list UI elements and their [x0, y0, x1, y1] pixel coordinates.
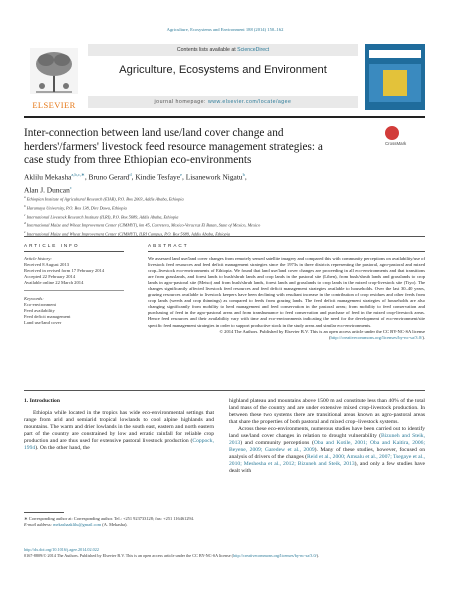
citation-link[interactable]: Bizuneh and Steik, 2013 — [229, 432, 425, 446]
article-info-rule — [24, 251, 124, 252]
contents-line — [88, 44, 358, 56]
body-paragraph — [229, 426, 425, 475]
body-column-right — [229, 398, 425, 474]
author-sup: d — [129, 172, 132, 177]
email-line — [24, 522, 214, 528]
corresponding-author-note: ∗ Corresponding author at: Corresponding author. Tel.: +251 923733128; fax: +251 116461294. — [24, 516, 195, 521]
history-revised: Received in revised form 17 February 2014 — [24, 267, 105, 273]
journal-cover-thumbnail[interactable] — [365, 44, 425, 110]
paragraph-text: ). Many of these studies, however, focused on analysis of drivers of the changes ( — [229, 446, 425, 460]
article-info — [24, 256, 124, 326]
issn-line — [24, 553, 425, 559]
author-list: Aklilu Mekasha$^{a,b,c,∗}$, Bruno Gerard$^d$, Kindie Tesfaye$^e$, Lisanework Nigatu$^b$, Alan J. Duncan$^c$ — [24, 172, 247, 195]
affiliation-sup: b — [24, 203, 26, 208]
contents-prefix: Contents lists available at — [176, 47, 238, 53]
affiliation-sup: e — [24, 230, 26, 235]
paragraph-text: ), and only a few studies have dealt with — [229, 460, 425, 474]
keyword: Feed availability — [24, 307, 55, 313]
elsevier-logo[interactable] — [24, 44, 84, 110]
footer-license-link[interactable]: http://creativecommons.org/licenses/by-nc-sa/3.0/ — [233, 553, 317, 558]
history-accepted: Accepted 22 February 2014 — [24, 273, 76, 279]
keyword: Eco-environment — [24, 301, 56, 307]
publisher-name: ELSEVIER — [32, 100, 76, 110]
homepage-prefix: journal homepage: — [154, 99, 208, 105]
author-name[interactable]: Aklilu Mekasha — [24, 172, 72, 182]
affiliation-text: International Maize and Wheat Improvement Center (CIMMYT), km 45, Carretera, Mexico-Veracruz El Batan, State of Mexico, Mexico — [26, 222, 261, 228]
abstract-rule — [148, 251, 425, 252]
footnote-rule — [24, 512, 64, 513]
issn-suffix: ). — [316, 553, 320, 558]
abstract-heading: ABSTRACT — [148, 243, 189, 248]
body-paragraph: highland plateau and mountains above 1500 m asl constitute less than 40% of the total land mass of the country and are under extensive mixed crop-livestock production. In between these two systems there are transitional areas known as agro-pastoral areas that share the properties of both pastoral and mixed crop–livestock systems. — [229, 398, 425, 425]
homepage-link[interactable]: www.elsevier.com/locate/agee — [207, 99, 292, 105]
affiliation-sup: a — [24, 195, 26, 199]
doi-link[interactable]: http://dx.doi.org/10.1016/j.agee.2014.02.022 — [24, 547, 99, 552]
affiliation-text: International Maize and Wheat Improvement Center (CIMMYT), ILRI Campus, P.O. Box 5689, Addis Ababa, Ethiopia — [26, 231, 231, 237]
citation-link[interactable]: Reid et al., 2000; Amsalu et al., 2007; Tsegaye et al., 2010; Meshesha et al., 2012; Bizuneh and Steik, 2013 — [229, 453, 425, 467]
paragraph-text: Across these eco-environments, numerous studies have been carried out to identify land use/land cover changes in relation to drought vulnerability ( — [229, 425, 425, 439]
keyword: Land use/land cover — [24, 319, 62, 325]
history-online: Available online 22 March 2014 — [24, 279, 84, 285]
keywords-heading: Keywords: — [24, 296, 44, 302]
affiliations — [24, 194, 425, 238]
author-sup: b — [242, 172, 245, 177]
footnote — [24, 516, 214, 527]
affiliation — [24, 212, 425, 221]
section-heading-introduction: 1. Introduction — [24, 398, 60, 404]
affiliation-text: Haramaya University, P.O. Box 138, Dire Dawa, Ethiopia — [26, 205, 127, 211]
article-title: Inter-connection between land use/land cover change and herders'/farmers' livestock feed resource management strategies: a case study from three Ethiopian eco-environments — [24, 127, 323, 167]
author-name[interactable]: Kindie Tesfaye — [135, 172, 181, 182]
author-name[interactable]: Lisanework Nigatu — [185, 172, 243, 182]
issn-prefix: 0167-8809/© 2014 The Authors. Published by Elsevier B.V. This is an open access article under the CC BY-NC-SA license ( — [24, 553, 234, 558]
body-paragraph — [24, 410, 214, 452]
paragraph-text: Ethiopia while located in the tropics has wide eco-environmental settings that range from arid and semiarid tropical lowlands to cool alpine highlands and mountains. The warm and drier lowlands in the south east, eastern and north eastern part of the country are constrained by low and erratic rainfall for reliable crop production and are thus used for extensive pastoral livestock production ( — [24, 409, 214, 444]
journal-homepage — [88, 96, 358, 108]
cover-image — [383, 70, 407, 96]
email-link[interactable]: mekashaaklilu@gmail.com — [53, 521, 102, 527]
article-info-heading: ARTICLE INFO — [24, 243, 80, 248]
license-prefix: © 2014 The Authors. Published by Elsevier B.V. This is an open access article under the CC BY-NC-SA license ( — [219, 328, 425, 340]
affiliation-sup: c — [24, 212, 26, 217]
keyword: Feed deficit management — [24, 313, 71, 319]
abstract-text: We assessed land use/land cover changes from remotely sensed satellite imagery and compared this with community perceptions on availability/use of livestock feed resources and feed deficit management strategies since the 1973s in three districts representing the pastoral, agro-pastoral and mixed crop–livestock eco-environments of Ethiopia. We found that land use/land cover changes are proceeding in all eco-environments and that transitions are from grasslands, and forest lands to bush/shrub lands and crop lands in the pastoral site (Liben), from bush/shrub lands and grasslands to crop lands in agro-pastoral site (Meiso) and from bush/shrub lands, forest lands and grasslands to crop lands in the mixed crop-livestock site (Tiyo). The changes significantly affected livestock feed resources and feed deficit management strategies available to households. Over the last 30–40 years, grazing resources available to livestock keepers have been declining with resultant increase in the contribution of crop residues and other feeds from crop lands (weeds and crop thinnings) as compared to feeds from grazing lands. The feed deficit management strategies of households are also changing significantly from mobility to herd management and feed conservation in the pastoral areas; from mobility to feed conservation and purchasing of feed in the agro-pastoral areas and from transhumance to feed conservation and purchase of feed in the mixed crop-livestock areas. Hence feed resources and their availability vary with time and eco-environments indicating the need for the development of eco-environment/site specific feed management strategies in order to support productive stock in the study areas and similar eco-environments. — [148, 256, 425, 328]
email-suffix: (A. Mekasha). — [101, 521, 128, 527]
journal-header — [88, 44, 358, 110]
author-name[interactable]: Bruno Gerard — [88, 172, 130, 182]
article-footer — [24, 547, 425, 559]
journal-banner — [24, 40, 425, 112]
abstract-bottom-rule — [24, 390, 425, 391]
abstract-license — [148, 329, 425, 341]
affiliation — [24, 229, 425, 238]
affiliation-text: Ethiopian Institute of Agricultural Research (EIAR), P.O. Box 2003, Addis Ababa, Ethiopia — [26, 196, 184, 202]
paragraph-text: ). On the other hand, the — [35, 444, 90, 451]
email-label: E-mail address: — [24, 521, 54, 527]
author-sup: e — [180, 172, 183, 177]
section-rule — [24, 236, 425, 237]
crossmark-icon — [385, 126, 399, 140]
crossmark-label: CrossMark — [385, 141, 407, 146]
author-sup: c — [69, 185, 72, 191]
crossmark-badge[interactable] — [385, 126, 425, 148]
sciencedirect-link[interactable]: ScienceDirect — [237, 47, 270, 53]
running-head[interactable]: Agriculture, Ecosystems and Environment 188 (2014) 150–162 — [166, 27, 284, 32]
article-info-divider — [24, 290, 124, 291]
license-link[interactable]: http://creativecommons.org/licenses/by-nc-sa/3.0/ — [330, 334, 423, 340]
affiliation — [24, 220, 425, 229]
history-received: Received 8 August 2013 — [24, 261, 70, 267]
history-heading: Article history: — [24, 256, 52, 261]
affiliation — [24, 194, 425, 203]
license-suffix: ). — [422, 334, 425, 340]
journal-name: Agriculture, Ecosystems and Environment — [119, 64, 327, 76]
paragraph-text: ) and community perceptions ( — [240, 439, 314, 446]
abstract — [148, 256, 425, 341]
author-sup: a,b,c,∗ — [71, 172, 85, 177]
author-name[interactable]: Alan J. Duncan — [24, 185, 70, 195]
affiliation-sup: d — [24, 221, 26, 226]
citation-link[interactable]: Coppock, 1994 — [24, 437, 214, 451]
affiliation — [24, 203, 425, 212]
body-column-left — [24, 398, 214, 452]
elsevier-tree-icon — [30, 48, 78, 94]
affiliation-text: International Livestock Research Institute (ILRI), P.O. Box 5689, Addis Ababa, Ethiopia — [26, 214, 179, 220]
header-rule — [24, 116, 425, 118]
cover-title-strip — [369, 50, 421, 58]
citation-link[interactable]: Oba and Kotile, 2001; Oba and Kaitira, 2006; Beyene, 2009; Garedew et al., 2009 — [229, 439, 425, 453]
